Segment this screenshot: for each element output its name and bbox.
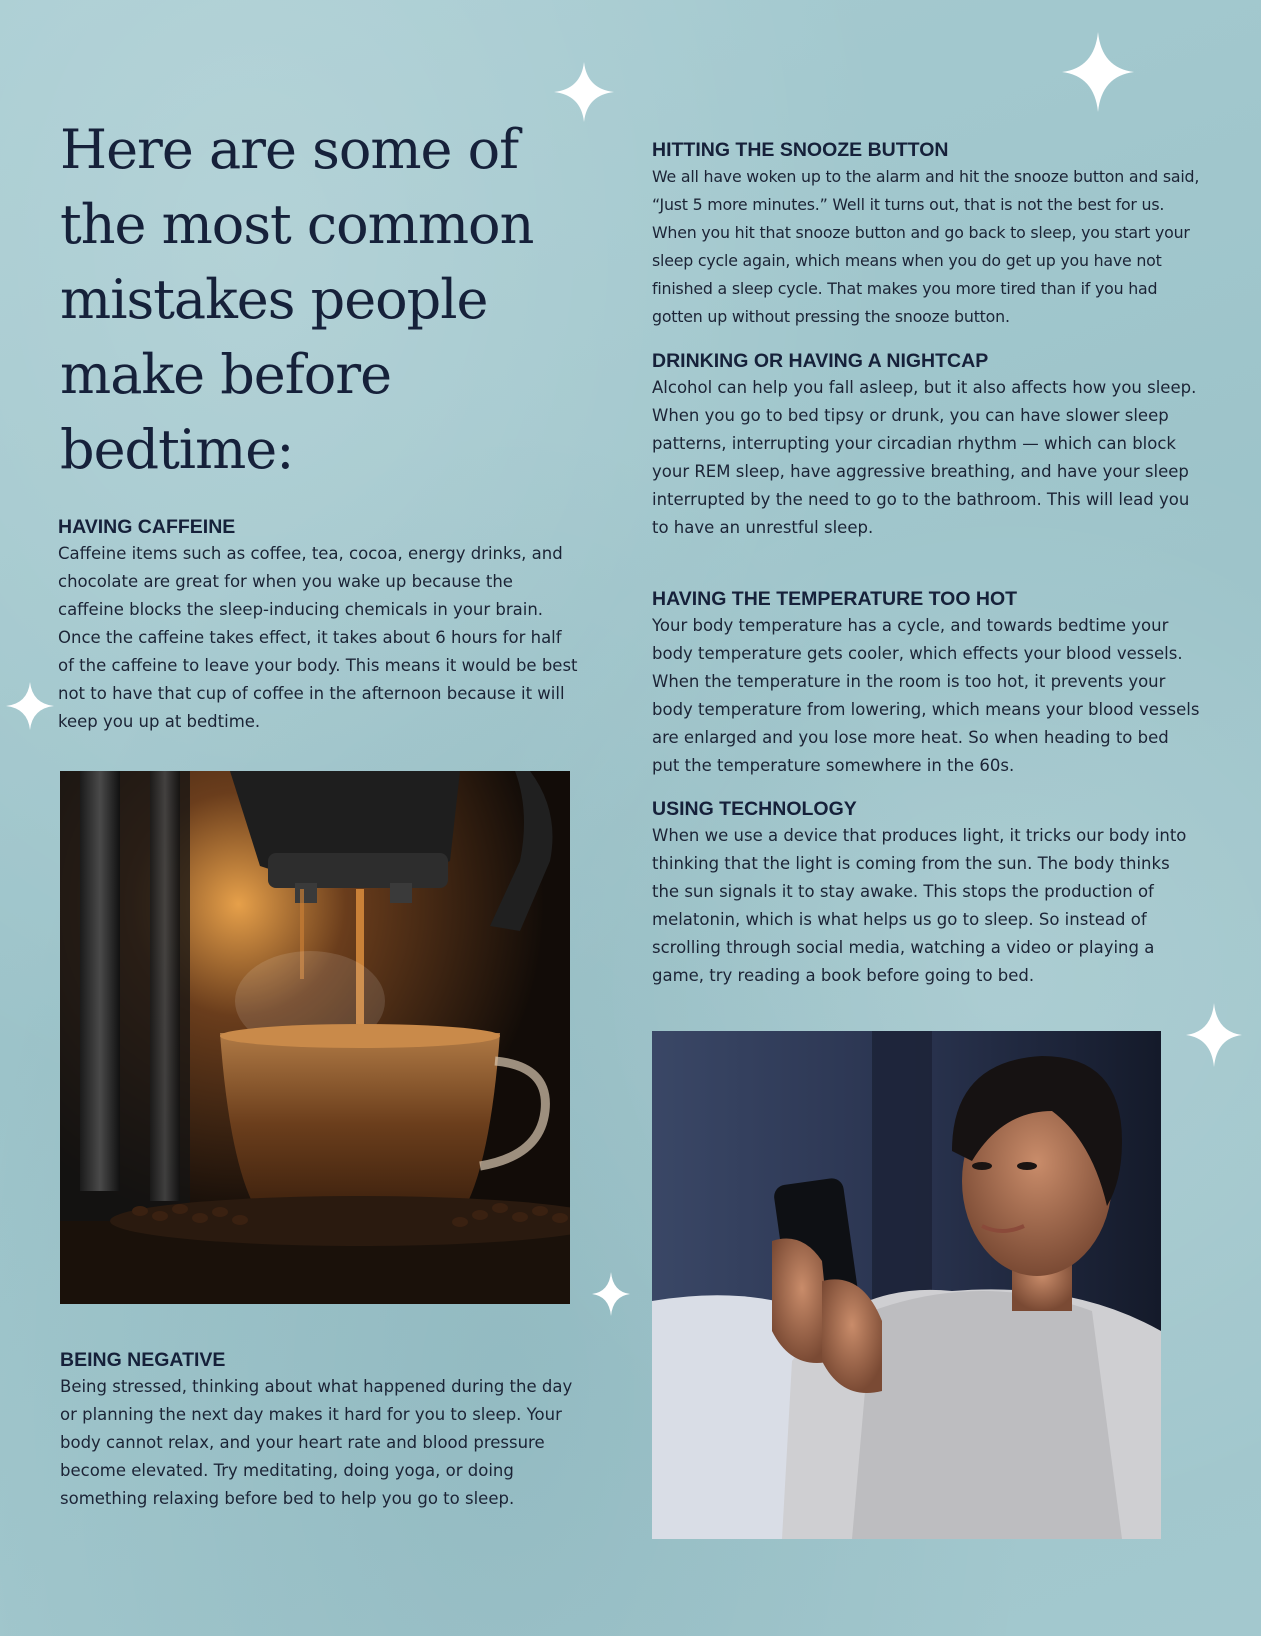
- coffee-photo: [60, 771, 570, 1304]
- woman-phone-illustration: [652, 1031, 1161, 1539]
- section-heading: HAVING THE TEMPERATURE TOO HOT: [652, 588, 1018, 610]
- section-heading: HITTING THE SNOOZE BUTTON: [652, 139, 949, 161]
- section-nightcap: [652, 348, 1200, 542]
- page-title: Here are some of the most common mistakes people make before bedtime:: [60, 118, 534, 481]
- sparkle-icon: [1062, 32, 1134, 112]
- section-body: Caffeine items such as coffee, tea, cocoa, energy drinks, and chocolate are great for when you wake up because the caffeine blocks the sleep-inducing chemicals in your brain. Once the caffeine takes effect, it takes about 6 hours for half of the caffeine to leave your body. This means it would be best not to have that cup of coffee in the afternoon because it will keep you up at bedtime.: [58, 544, 578, 731]
- section-heading: HAVING CAFFEINE: [58, 516, 236, 538]
- sparkle-icon: [592, 1272, 630, 1316]
- section-caffeine: [58, 514, 578, 736]
- sparkle-icon: [6, 680, 54, 732]
- sparkle-icon: [1186, 1003, 1242, 1067]
- phone-photo: [652, 1031, 1161, 1539]
- section-technology: [652, 796, 1200, 990]
- section-heading: USING TECHNOLOGY: [652, 798, 857, 820]
- section-body: Your body temperature has a cycle, and towards bedtime your body temperature gets cooler, which effects your blood vessels. When the temperature in the room is too hot, it prevents your body temperature from lowering, which means your blood vessels are enlarged and you lose more heat. So when heading to bed put the temperature somewhere in the 60s.: [652, 616, 1200, 775]
- section-heading: DRINKING OR HAVING A NIGHTCAP: [652, 350, 989, 372]
- section-body: Being stressed, thinking about what happened during the day or planning the next day makes it hard for you to sleep. Your body cannot relax, and your heart rate and blood pressure become elevated. Try meditating, doing yoga, or doing something relaxing before bed to help you go to sleep.: [60, 1377, 573, 1508]
- section-temperature: [652, 586, 1200, 780]
- section-heading: BEING NEGATIVE: [60, 1349, 226, 1371]
- section-body: When we use a device that produces light, it tricks our body into thinking that the light is coming from the sun. The body thinks the sun signals it to stay awake. This stops the production of melatonin, which is what helps us go to sleep. So instead of scrolling through social media, watching a video or playing a game, try reading a book before going to bed.: [652, 826, 1187, 985]
- section-negative: [60, 1347, 580, 1513]
- coffee-pouring-illustration: [60, 771, 570, 1304]
- section-body: We all have woken up to the alarm and hit the snooze button and said, “Just 5 more minutes.” Well it turns out, that is not the best for us. When you hit that snooze button and go back to sleep, you start your sleep cycle again, which means when you do get up you have not finished a sleep cycle. That makes you more tired than if you had gotten up without pressing the snooze button.: [652, 167, 1200, 326]
- section-snooze: [652, 137, 1200, 331]
- section-body: Alcohol can help you fall asleep, but it also affects how you sleep. When you go to bed tipsy or drunk, you can have slower sleep patterns, interrupting your circadian rhythm — which can block your REM sleep, have aggressive breathing, and have your sleep interrupted by the need to go to the bathroom. This will lead you to have an unrestful sleep.: [652, 378, 1197, 537]
